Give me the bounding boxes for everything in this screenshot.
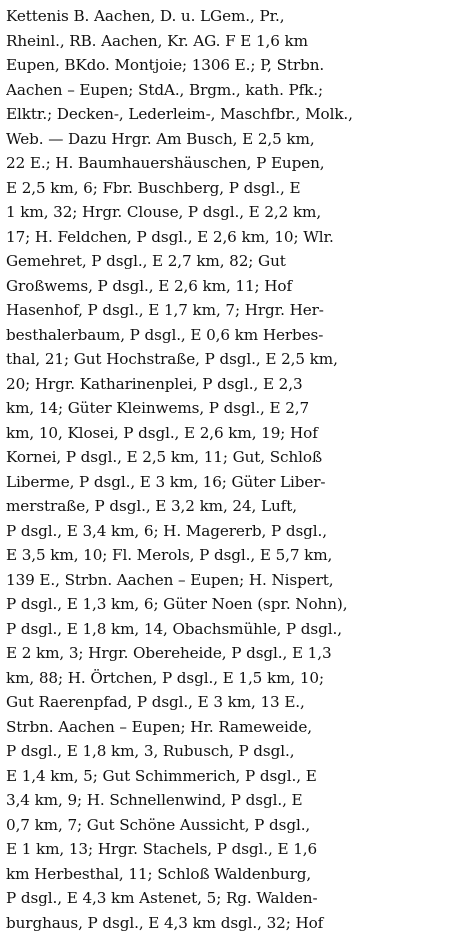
entry-line: P dsgl., E 1,8 km, 14, Obachsmühle, P dsgl., — [6, 617, 454, 642]
entry-line: merstraße, P dsgl., E 3,2 km, 24, Luft, — [6, 494, 454, 519]
entry-line: E 1 km, 13; Hrgr. Stachels, P dsgl., E 1,6 — [6, 837, 454, 862]
entry-line: E 2 km, 3; Hrgr. Obereheide, P dsgl., E 1,3 — [6, 641, 454, 666]
entry-line: Liberme, P dsgl., E 3 km, 16; Güter Liber- — [6, 470, 454, 495]
entry-line: 3,4 km, 9; H. Schnellenwind, P dsgl., E — [6, 788, 454, 813]
entry-line: Kornei, P dsgl., E 2,5 km, 11; Gut, Schloß — [6, 445, 454, 470]
entry-line: Gut Raerenpfad, P dsgl., E 3 km, 13 E., — [6, 690, 454, 715]
entry-line: Aachen – Eupen; StdA., Brgm., kath. Pfk.; — [6, 78, 454, 103]
entry-line: E 2,5 km, 6; Fbr. Buschberg, P dsgl., E — [6, 176, 454, 201]
entry-line: 17; H. Feldchen, P dsgl., E 2,6 km, 10; Wlr. — [6, 225, 454, 250]
entry-line: km, 14; Güter Kleinwems, P dsgl., E 2,7 — [6, 396, 454, 421]
entry-line: P dsgl., E 4,3 km Astenet, 5; Rg. Walden- — [6, 886, 454, 911]
entry-line: thal, 21; Gut Hochstraße, P dsgl., E 2,5 km, — [6, 347, 454, 372]
entry-line: Großwems, P dsgl., E 2,6 km, 11; Hof — [6, 274, 454, 299]
entry-line: Strbn. Aachen – Eupen; Hr. Rameweide, — [6, 715, 454, 740]
entry-line: Eupen, BKdo. Montjoie; 1306 E.; P, Strbn. — [6, 53, 454, 78]
entry-line: km Herbesthal, 11; Schloß Waldenburg, — [6, 862, 454, 887]
entry-line: Gemehret, P dsgl., E 2,7 km, 82; Gut — [6, 249, 454, 274]
entry-line: P dsgl., E 1,3 km, 6; Güter Noen (spr. Nohn), — [6, 592, 454, 617]
entry-line: 20; Hrgr. Katharinenplei, P dsgl., E 2,3 — [6, 372, 454, 397]
entry-line: E 1,4 km, 5; Gut Schimmerich, P dsgl., E — [6, 764, 454, 789]
entry-line: km, 10, Klosei, P dsgl., E 2,6 km, 19; Hof — [6, 421, 454, 446]
entry-line: P dsgl., E 1,8 km, 3, Rubusch, P dsgl., — [6, 739, 454, 764]
entry-line: burghaus, P dsgl., E 4,3 km dsgl., 32; Hof — [6, 911, 454, 935]
entry-line: E 3,5 km, 10; Fl. Merols, P dsgl., E 5,7 km, — [6, 543, 454, 568]
entry-line: besthalerbaum, P dsgl., E 0,6 km Herbes- — [6, 323, 454, 348]
entry-line: 1 km, 32; Hrgr. Clouse, P dsgl., E 2,2 km, — [6, 200, 454, 225]
entry-line: P dsgl., E 3,4 km, 6; H. Magererb, P dsgl., — [6, 519, 454, 544]
entry-line: Kettenis B. Aachen, D. u. LGem., Pr., — [6, 4, 454, 29]
entry-line: Web. — Dazu Hrgr. Am Busch, E 2,5 km, — [6, 127, 454, 152]
entry-line: km, 88; H. Örtchen, P dsgl., E 1,5 km, 10; — [6, 666, 454, 691]
entry-line: Elktr.; Decken-, Lederleim-, Maschfbr., Molk., — [6, 102, 454, 127]
entry-line: Hasenhof, P dsgl., E 1,7 km, 7; Hrgr. Her- — [6, 298, 454, 323]
entry-line: 22 E.; H. Baumhauershäuschen, P Eupen, — [6, 151, 454, 176]
entry-line: Rheinl., RB. Aachen, Kr. AG. F E 1,6 km — [6, 29, 454, 54]
entry-line: 139 E., Strbn. Aachen – Eupen; H. Nispert, — [6, 568, 454, 593]
entry-line: 0,7 km, 7; Gut Schöne Aussicht, P dsgl., — [6, 813, 454, 838]
